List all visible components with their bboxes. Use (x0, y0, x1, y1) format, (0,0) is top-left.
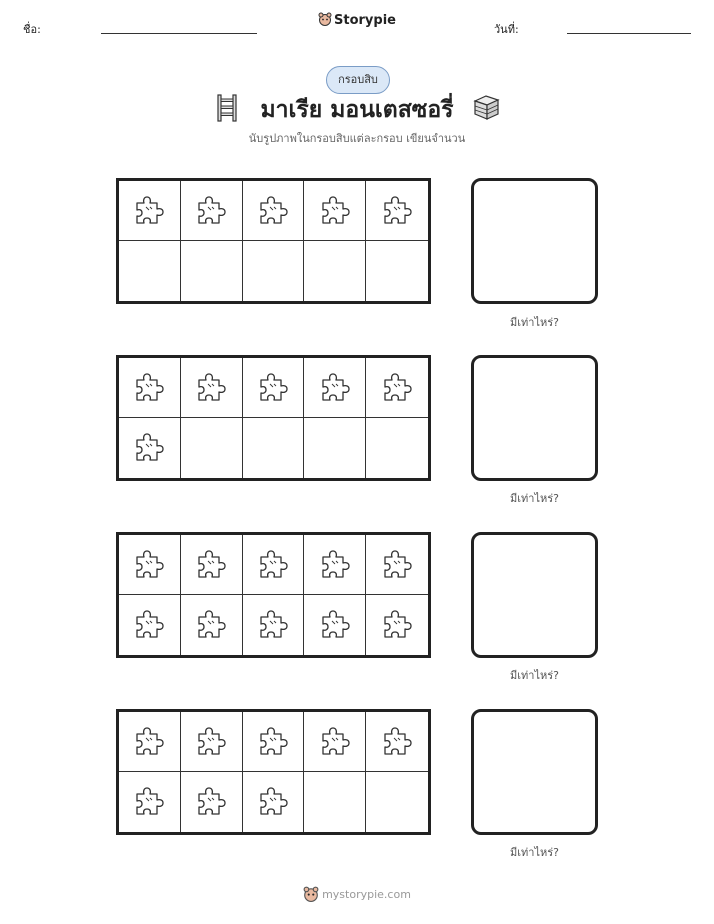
ten-frame-cell (181, 712, 243, 772)
puzzle-piece-icon (132, 785, 166, 819)
ten-frame-cell (119, 595, 181, 655)
ten-frame-cell (181, 595, 243, 655)
puzzle-piece-icon (132, 548, 166, 582)
puzzle-piece-icon (256, 371, 290, 405)
storypie-mascot-icon (303, 886, 319, 902)
ten-frame-1 (116, 178, 431, 304)
ten-frame-cell (304, 595, 366, 655)
ten-frame-cell (366, 418, 428, 478)
puzzle-piece-icon (256, 725, 290, 759)
puzzle-piece-icon (132, 194, 166, 228)
answer-box-3[interactable] (471, 532, 598, 658)
puzzle-piece-icon (194, 371, 228, 405)
ten-frame-cell (366, 772, 428, 832)
ten-frame-cell (366, 535, 428, 595)
answer-box-1[interactable] (471, 178, 598, 304)
ten-frame-cell (119, 181, 181, 241)
ten-frame-cell (181, 358, 243, 418)
instructions: นับรูปภาพในกรอบสิบแต่ละกรอบ เขียนจำนวน (248, 132, 466, 145)
puzzle-piece-icon (380, 608, 414, 642)
ten-frame-cell (243, 358, 305, 418)
puzzle-piece-icon (132, 725, 166, 759)
puzzle-piece-icon (256, 608, 290, 642)
ten-frame-cell (243, 418, 305, 478)
ten-frame-cell (181, 241, 243, 301)
ten-frame-cell (181, 181, 243, 241)
ten-frame-cell (119, 535, 181, 595)
ten-frame-cell (243, 241, 305, 301)
puzzle-piece-icon (194, 194, 228, 228)
date-field[interactable] (567, 33, 691, 34)
ten-frame-cell (304, 181, 366, 241)
puzzle-piece-icon (318, 371, 352, 405)
ten-frame-cell (119, 772, 181, 832)
ten-frame-cell (366, 595, 428, 655)
ten-frame-cell (119, 418, 181, 478)
footer (0, 886, 714, 902)
ten-frame-cell (243, 535, 305, 595)
puzzle-piece-icon (380, 548, 414, 582)
name-field[interactable] (101, 33, 257, 34)
ten-frame-cell (243, 712, 305, 772)
ten-frame-cell (243, 181, 305, 241)
name-label: ชื่อ: (23, 23, 41, 36)
puzzle-piece-icon (194, 785, 228, 819)
puzzle-piece-icon (318, 725, 352, 759)
puzzle-piece-icon (318, 194, 352, 228)
puzzle-piece-icon (256, 194, 290, 228)
question-2: มีเท่าไหร่? (510, 492, 559, 505)
storypie-mascot-icon (318, 12, 332, 26)
ten-frame-cell (304, 358, 366, 418)
ten-frame-cell (366, 181, 428, 241)
ten-frame-cell (119, 358, 181, 418)
footer-url: mystorypie.com (322, 888, 411, 901)
puzzle-piece-icon (194, 725, 228, 759)
puzzle-piece-icon (318, 608, 352, 642)
ten-frame-cell (243, 772, 305, 832)
ten-frame-cell (119, 712, 181, 772)
puzzle-piece-icon (256, 785, 290, 819)
ten-frame-cell (304, 772, 366, 832)
answer-box-4[interactable] (471, 709, 598, 835)
question-1: มีเท่าไหร่? (510, 316, 559, 329)
ten-frame-cell (304, 535, 366, 595)
ten-frame-cell (181, 535, 243, 595)
topic-badge: กรอบสิบ (326, 66, 390, 94)
page-title: มาเรีย มอนเตสซอรี่ (260, 97, 454, 123)
puzzle-piece-icon (132, 371, 166, 405)
question-4: มีเท่าไหร่? (510, 846, 559, 859)
date-label: วันที่: (494, 23, 519, 36)
question-3: มีเท่าไหร่? (510, 669, 559, 682)
ten-frame-4 (116, 709, 431, 835)
ten-frame-2 (116, 355, 431, 481)
ten-frame-cell (366, 712, 428, 772)
ten-frame-cell (304, 712, 366, 772)
puzzle-piece-icon (318, 548, 352, 582)
ten-frame-cell (366, 241, 428, 301)
ten-frame-cell (243, 595, 305, 655)
ten-frame-cell (181, 772, 243, 832)
ten-frame-cell (304, 241, 366, 301)
ten-frame-cell (181, 418, 243, 478)
puzzle-piece-icon (380, 371, 414, 405)
ten-frame-cell (304, 418, 366, 478)
crate-icon (471, 93, 501, 121)
puzzle-piece-icon (132, 608, 166, 642)
puzzle-piece-icon (194, 608, 228, 642)
ten-frame-3 (116, 532, 431, 658)
puzzle-piece-icon (132, 431, 166, 465)
puzzle-piece-icon (194, 548, 228, 582)
ten-frame-cell (366, 358, 428, 418)
brand-name: Storypie (334, 13, 396, 28)
answer-box-2[interactable] (471, 355, 598, 481)
puzzle-piece-icon (380, 194, 414, 228)
puzzle-piece-icon (380, 725, 414, 759)
ten-frame-cell (119, 241, 181, 301)
brand-logo (0, 12, 714, 28)
puzzle-piece-icon (256, 548, 290, 582)
